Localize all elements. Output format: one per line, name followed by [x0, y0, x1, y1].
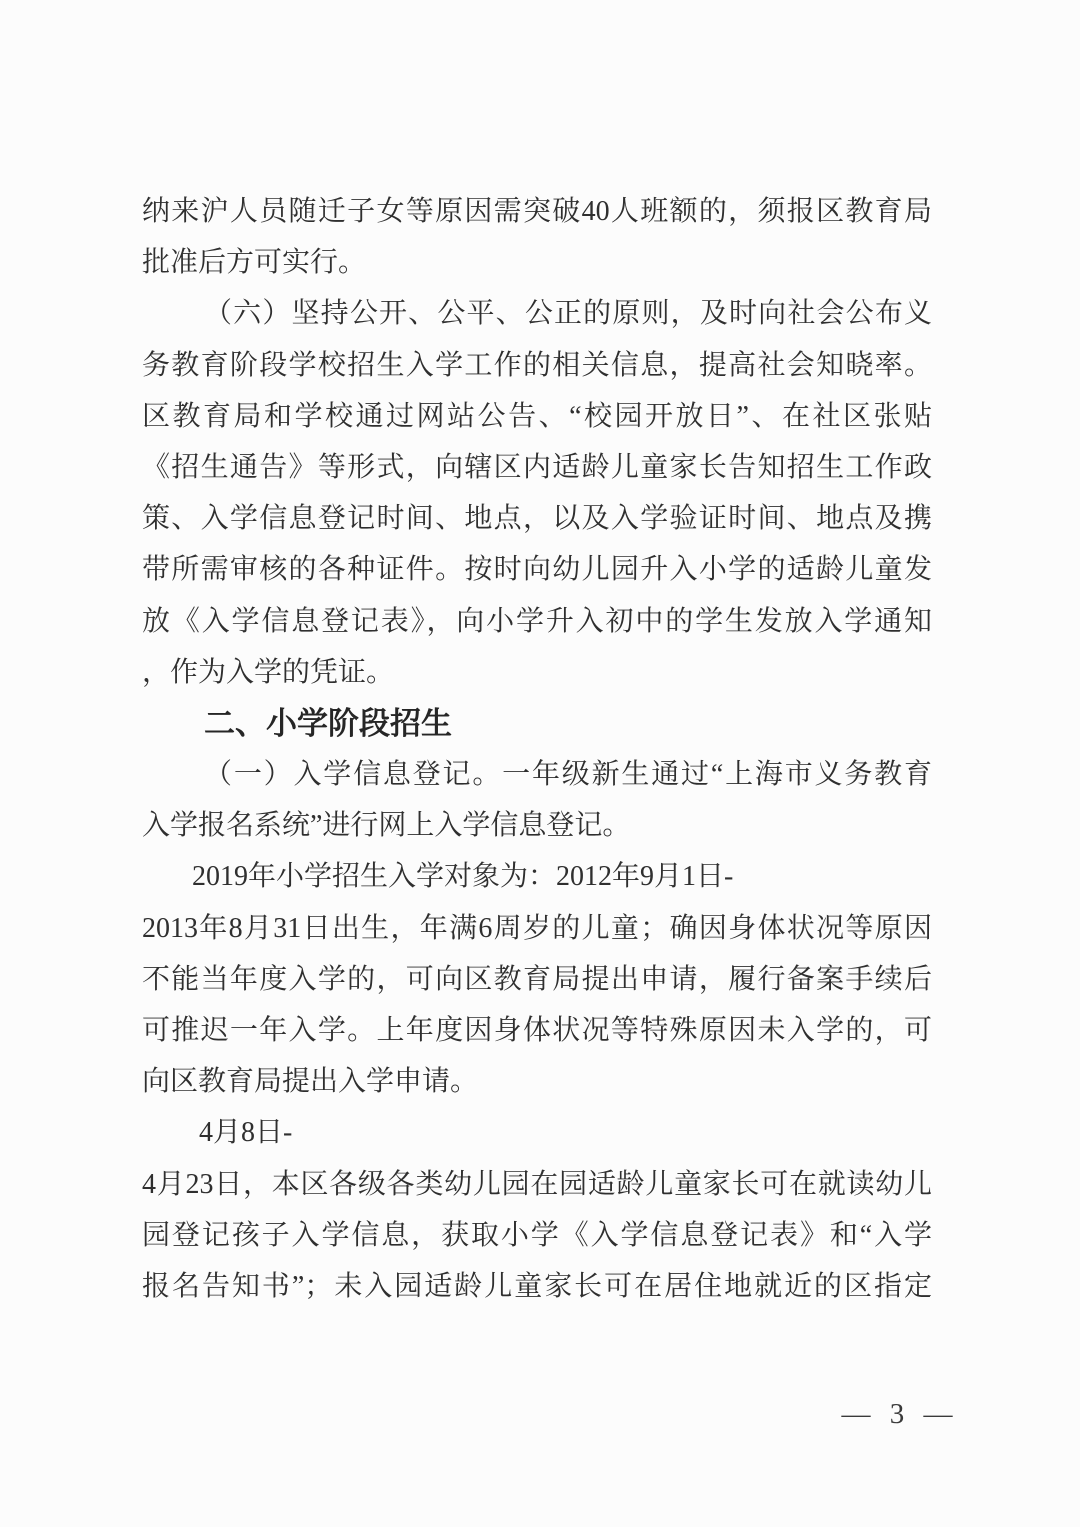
- text-line: 放《入学信息登记表》，向小学升入初中的学生发放入学通知: [142, 605, 932, 637]
- text-line: （六）坚持公开、公平、公正的原则，及时向社会公布义: [204, 298, 932, 330]
- text-line: （一）入学信息登记。一年级新生通过“上海市义务教育: [204, 759, 932, 791]
- text-line: ，作为入学的凭证。: [142, 656, 395, 688]
- text-line: 2019年小学招生入学对象为：2012年9月1日-: [192, 861, 734, 893]
- text-line: 可推迟一年入学。上年度因身体状况等特殊原因未入学的，可: [142, 1015, 932, 1046]
- text-line: 向区教育局提出入学申请。: [142, 1066, 479, 1098]
- text-line: 4月8日-: [199, 1117, 293, 1149]
- section-heading: 二、小学阶段招生: [204, 705, 452, 741]
- text-line: 园登记孩子入学信息，获取小学《入学信息登记表》和“入学: [142, 1219, 932, 1251]
- text-line: 2013年8月31日出生，年满6周岁的儿童；确因身体状况等原因: [142, 912, 932, 944]
- text-line: 入学报名系统”进行网上入学信息登记。: [142, 810, 631, 842]
- text-line: 批准后方可实行。: [142, 247, 367, 279]
- text-line: 区教育局和学校通过网站公告、“校园开放日”、在社区张贴: [142, 400, 932, 432]
- text-line: 纳来沪人员随迁子女等原因需突破40人班额的，须报区教育局: [142, 196, 932, 227]
- text-line: 带所需审核的各种证件。按时向幼儿园升入小学的适龄儿童发: [142, 554, 932, 586]
- text-line: 报名告知书”；未入园适龄儿童家长可在居住地就近的区指定: [142, 1270, 932, 1302]
- document-text-block: [142, 186, 932, 1312]
- text-line: 不能当年度入学的，可向区教育局提出申请，履行备案手续后: [142, 963, 932, 995]
- text-line: 《招生通告》等形式，向辖区内适龄儿童家长告知招生工作政: [142, 451, 932, 483]
- text-line: 务教育阶段学校招生入学工作的相关信息，提高社会知晓率。: [142, 349, 932, 381]
- page-number: — 3 —: [841, 1398, 953, 1430]
- text-line: 4月23日，本区各级各类幼儿园在园适龄儿童家长可在就读幼儿: [142, 1168, 932, 1200]
- text-line: 策、入学信息登记时间、地点，以及入学验证时间、地点及携: [142, 503, 932, 535]
